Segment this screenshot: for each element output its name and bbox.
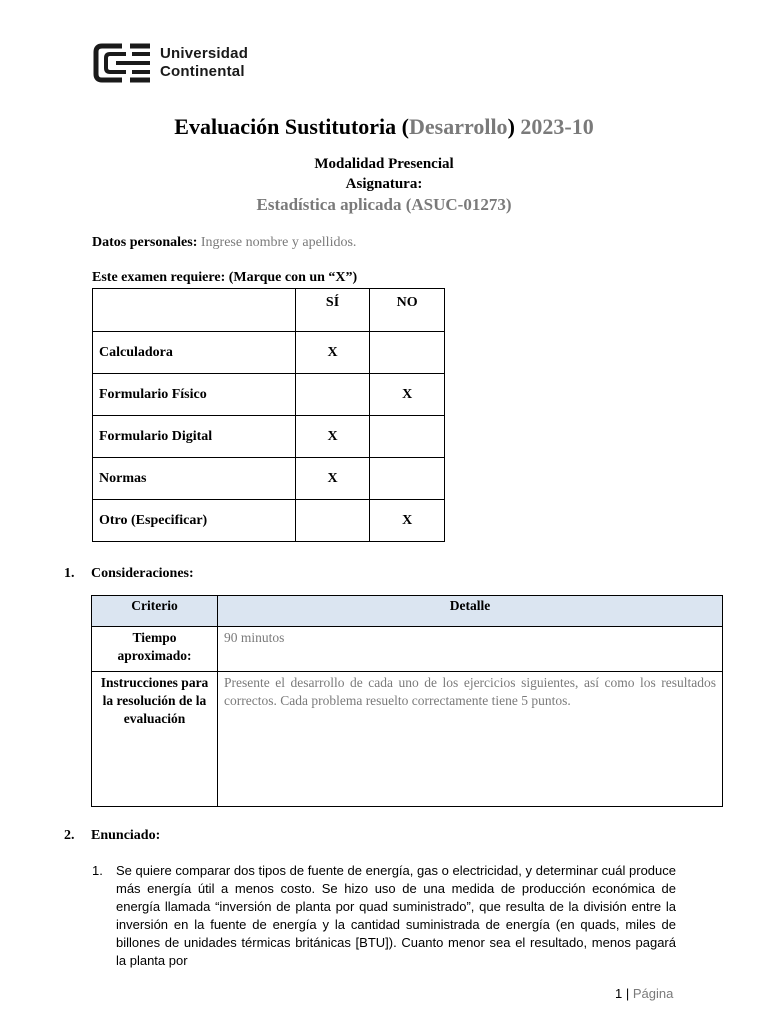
problem-text: Se quiere comparar dos tipos de fuente de energía, gas o electricidad, y determinar cuál produce más energía útil a menos costo. Se hizo uso de una medida de producción económica de energía llamada “inversión de planta por quad suministrado”, que resulta de la división entre la inversión en la fuente de energía y la cantidad suministrada de energía (en quads, miles de billones de unidades térmicas británicas [BTU]). Cuanto menor sea el resultado, menos pagará la planta por: [116, 863, 676, 968]
title-part2: Desarrollo: [408, 114, 508, 139]
requirements-row: [93, 332, 445, 374]
problem-1: [92, 862, 676, 970]
detalle-cell: Presente el desarrollo de cada uno de los ejercicios siguientes, así como los resultados correctos. Cada problema resuelto correctamente tiene 5 puntos.: [218, 672, 723, 807]
requirement-no-mark: X: [370, 374, 445, 416]
requirements-row: [93, 500, 445, 542]
table-row: [92, 672, 723, 807]
modalidad: Modalidad Presencial: [314, 156, 454, 172]
requirement-name: Formulario Digital: [93, 416, 296, 458]
requirements-row: [93, 458, 445, 500]
considerations-header-row: [92, 596, 723, 627]
requirements-row: [93, 416, 445, 458]
section-enunciado: [64, 828, 160, 844]
requirements-header-no: NO: [370, 289, 445, 332]
requirement-name: Otro (Especificar): [93, 500, 296, 542]
section-number: 2.: [64, 828, 75, 843]
personal-data: [92, 235, 356, 251]
logo-line1: Universidad: [160, 45, 249, 62]
requirements-row: [93, 374, 445, 416]
name-field[interactable]: Ingrese nombre y apellidos.: [200, 235, 357, 250]
requirement-no-mark: X: [370, 500, 445, 542]
requirement-si-mark: X: [295, 458, 370, 500]
requirements-header-empty: [93, 289, 296, 332]
considerations-table: [91, 595, 723, 807]
criterio-cell: Tiempo aproximado:: [92, 627, 218, 672]
header-detalle: Detalle: [218, 596, 723, 627]
requirements-header-si: SÍ: [295, 289, 370, 332]
section-consideraciones: [64, 566, 194, 582]
requirements-header-row: [93, 289, 445, 332]
requirements-table: [92, 288, 445, 542]
page-number: 1: [615, 986, 623, 1001]
asignatura-label: Asignatura:: [345, 176, 423, 192]
requirements-label: Este examen requiere: (Marque con un “X”): [92, 270, 358, 285]
requirement-name: Calculadora: [93, 332, 296, 374]
title-part4: 2023-10: [520, 114, 594, 139]
logo-line2: Continental: [160, 63, 245, 80]
requirement-no-mark: [370, 416, 445, 458]
requirement-name: Normas: [93, 458, 296, 500]
footer-separator: |: [622, 986, 633, 1001]
criterio-cell: Instrucciones para la resolución de la evaluación: [92, 672, 218, 807]
section-number: 1.: [64, 566, 75, 581]
page-title: [0, 114, 768, 140]
detalle-cell: 90 minutos: [218, 627, 723, 672]
section-title: Enunciado:: [91, 828, 161, 843]
university-logo: [92, 42, 248, 84]
requirement-si-mark: X: [295, 332, 370, 374]
requirement-si-mark: X: [295, 416, 370, 458]
requirement-no-mark: [370, 332, 445, 374]
requirement-si-mark: [295, 374, 370, 416]
table-row: [92, 627, 723, 672]
page-footer: [615, 986, 673, 1001]
title-part1: Evaluación Sustitutoria (: [174, 114, 409, 139]
continental-logo-icon: [92, 42, 152, 84]
requirement-name: Formulario Físico: [93, 374, 296, 416]
asignatura-name: Estadística aplicada (ASUC-01273): [256, 195, 512, 214]
logo-wordmark: [160, 45, 248, 81]
page-label: Página: [632, 986, 674, 1001]
section-title: Consideraciones:: [91, 566, 194, 581]
header-criterio: Criterio: [92, 596, 218, 627]
problem-number: 1.: [92, 863, 103, 878]
personal-data-label: Datos personales:: [92, 235, 198, 250]
title-part3: ): [507, 114, 521, 139]
requirement-no-mark: [370, 458, 445, 500]
requirement-si-mark: [295, 500, 370, 542]
